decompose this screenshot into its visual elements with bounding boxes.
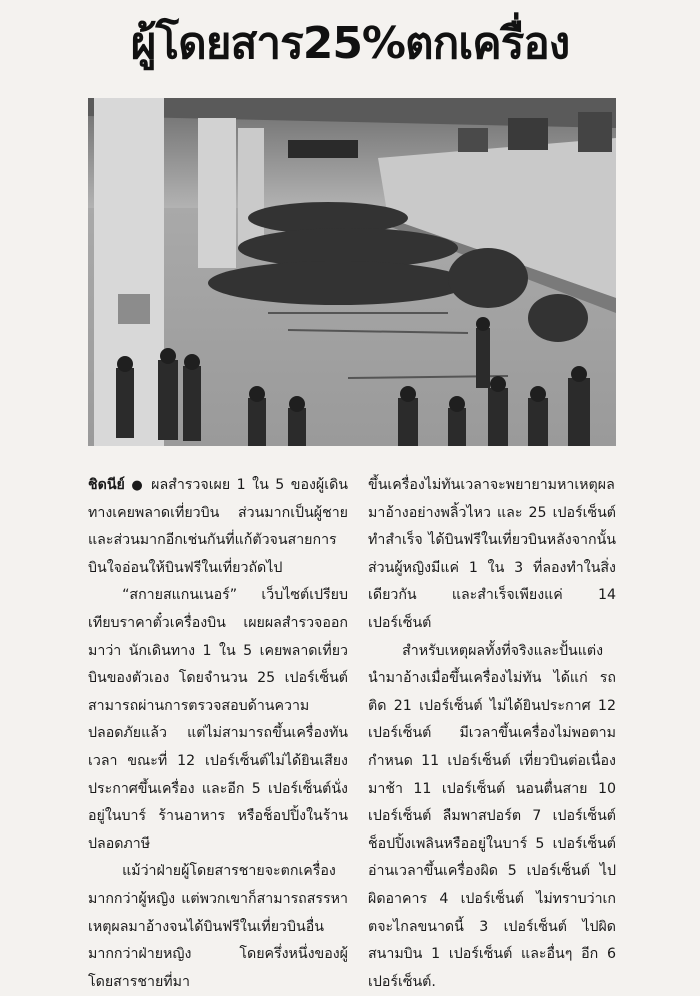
lead-text: ผลสำรวจเผย 1 ใน 5 ของผู้เดินทางเคยพลาดเที่ยวบิน ส่วนมากเป็นผู้ชาย และส่วนมากอีกเช่นกันที่แก้ตัวจนสายการบินใจอ่อนให้บินฟรีในเที่ยวถัดไป [88,477,348,576]
article-paragraph: สำหรับเหตุผลทั้งที่จริงและปั้นแต่งนำมาอ้างเมื่อขึ้นเครื่องไม่ทัน ได้แก่ รถติด 21 เปอร์เซ็นต์ ไม่ได้ยินประกาศ 12 เปอร์เซ็นต์ มีเวลาขึ้นเครื่องไม่พอตามกำหนด 11 เปอร์เซ็นต์ เที่ยวบินต่อเนื่องมาช้า 11 เปอร์เซ็นต์ นอนตื่นสาย 10 เปอร์เซ็นต์ ลืมพาสปอร์ต 7 เปอร์เซ็นต์ ช็อปปิ้งเพลินหรืออยู่ในบาร์ 5 เปอร์เซ็นต์ อ่านเวลาขึ้นเครื่องผิด 5 เปอร์เซ็นต์ ไปผิดอาคาร 4 เปอร์เซ็นต์ ไม่ทราบว่าเกตจะไกลขนาดนี้ 3 เปอร์เซ็นต์ ไปผิดสนามบิน 1 เปอร์เซ็นต์ และอื่นๆ อีก 6 เปอร์เซ็นต์. [368,642,616,990]
article-paragraph: แม้ว่าฝ่ายผู้โดยสารชายจะตกเครื่องมากกว่าผู้หญิง แต่พวกเขาก็สามารถสรรหาเหตุผลมาอ้างจนได้บินฟรีในเที่ยวบินอื่นมากกว่าฝ่ายหญิง โดยครึ่งหนึ่งของผู้โดยสารชายที่มา [88,863,348,990]
article-right-column [368,472,616,996]
airport-checkin-photo [88,98,616,446]
article-left-column [88,472,348,996]
article-lead [88,472,348,582]
byline: ชิดนีย์ [88,477,125,493]
headline: ผู้โดยสาร25%ตกเครื่อง [130,18,570,69]
bullet-icon: ● [131,478,145,493]
article-paragraph: ขึ้นเครื่องไม่ทันเวลาจะพยายามหาเหตุผลมาอ้างอย่างพลิ้วไหว และ 25 เปอร์เซ็นต์ทำสำเร็จ ได้บินฟรีในเที่ยวบินหลังจากนั้น ส่วนผู้หญิงมีแค่ 1 ใน 3 ที่ลองทำในสิ่งเดียวกัน และสำเร็จเพียงแค่ 14 เปอร์เซ็นต์ [368,477,616,631]
article-paragraph: “สกายสแกนเนอร์” เว็บไซต์เปรียบเทียบราคาตั๋วเครื่องบิน เผยผลสำรวจออกมาว่า นักเดินทาง 1 ใน 5 เคยพลาดเที่ยวบินของตัวเอง โดยจำนวน 25 เปอร์เซ็นต์สามารถผ่านการตรวจสอบด้านความปลอดภัยแล้ว แต่ไม่สามารถขึ้นเครื่องทันเวลา ขณะที่ 12 เปอร์เซ็นต์ไม่ได้ยินเสียงประกาศขึ้นเครื่อง และอีก 5 เปอร์เซ็นต์นั่งอยู่ในบาร์ ร้านอาหาร หรือช็อปปิ้งในร้านปลอดภาษี [88,587,348,852]
